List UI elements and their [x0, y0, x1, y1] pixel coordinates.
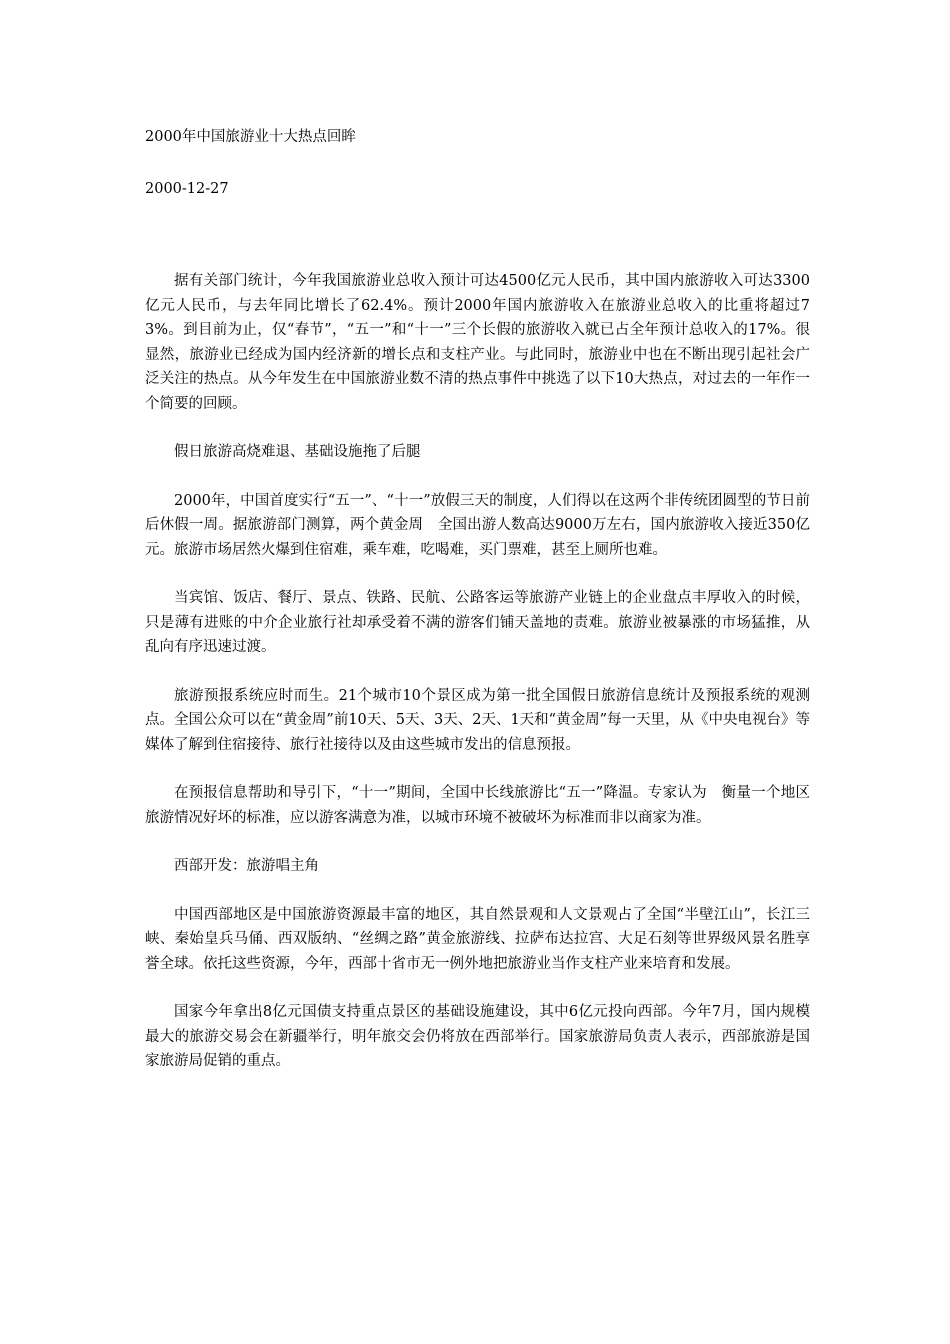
body-paragraph: 旅游预报系统应时而生。21个城市10个景区成为第一批全国假日旅游信息统计及预报系统的观测点。全国公众可以在“黄金周”前10天、5天、3天、2天、1天和“黄金周”每一天里，从《中央电视台》等媒体了解到住宿接待、旅行社接待以及由这些城市发出的信息预报。 — [145, 687, 810, 753]
body-paragraph: 当宾馆、饭店、餐厅、景点、铁路、民航、公路客运等旅游产业链上的企业盘点丰厚收入的时候，只是薄有进账的中介企业旅行社却承受着不满的游客们铺天盖地的责难。旅游业被暴涨的市场猛推，从乱向有序迅速过渡。 — [145, 590, 810, 655]
section-heading-western-development: 西部开发：旅游唱主角 — [174, 858, 319, 874]
body-paragraph: 2000年，中国首度实行“五一”、“十一”放假三天的制度，人们得以在这两个非传统团圆型的节日前后休假一周。据旅游部门测算，两个黄金周 全国出游人数高达9000万左右，国内旅游收入接近350亿元。旅游市场居然火爆到住宿难，乘车难，吃喝难，买门票难，甚至上厕所也难。 — [145, 492, 810, 558]
document-body — [145, 269, 810, 1098]
body-paragraph: 在预报信息帮助和导引下，“十一”期间，全国中长线旅游比“五一”降温。专家认为 衡量一个地区旅游情况好坏的标准，应以游客满意为准，以城市环境不被破坏为标准而非以商家为准。 — [145, 785, 810, 826]
intro-paragraph: 据有关部门统计，今年我国旅游业总收入预计可达4500亿元人民币，其中国内旅游收入可达3300亿元人民币，与去年同比增长了62.4%。预计2000年国内旅游收入在旅游业总收入的比重将超过73%。到目前为止，仅“春节”，“五一”和“十一”三个长假的旅游收入就已占全年预计总收入的17%。很显然，旅游业已经成为国内经济新的增长点和支柱产业。与此同时，旅游业中也在不断出现引起社会广泛关注的热点。从今年发生在中国旅游业数不清的热点事件中挑选了以下10大热点，对过去的一年作一个简要的回顾。 — [145, 273, 810, 412]
body-paragraph: 中国西部地区是中国旅游资源最丰富的地区，其自然景观和人文景观占了全国“半壁江山”，长江三峡、秦始皇兵马俑、西双版纳、“丝绸之路”黄金旅游线、拉萨布达拉宫、大足石刻等世界级风景名胜享誉全球。依托这些资源，今年，西部十省市无一例外地把旅游业当作支柱产业来培育和发展。 — [145, 906, 810, 972]
document-date: 2000-12-27 — [145, 181, 229, 197]
section-heading-holiday-travel: 假日旅游高烧难退、基础设施拖了后腿 — [174, 444, 421, 460]
document-title: 2000年中国旅游业十大热点回眸 — [145, 129, 356, 145]
body-paragraph: 国家今年拿出8亿元国债支持重点景区的基础设施建设，其中6亿元投向西部。今年7月，国内规模最大的旅游交易会在新疆举行，明年旅交会仍将放在西部举行。国家旅游局负责人表示，西部旅游是国家旅游局促销的重点。 — [145, 1004, 810, 1069]
